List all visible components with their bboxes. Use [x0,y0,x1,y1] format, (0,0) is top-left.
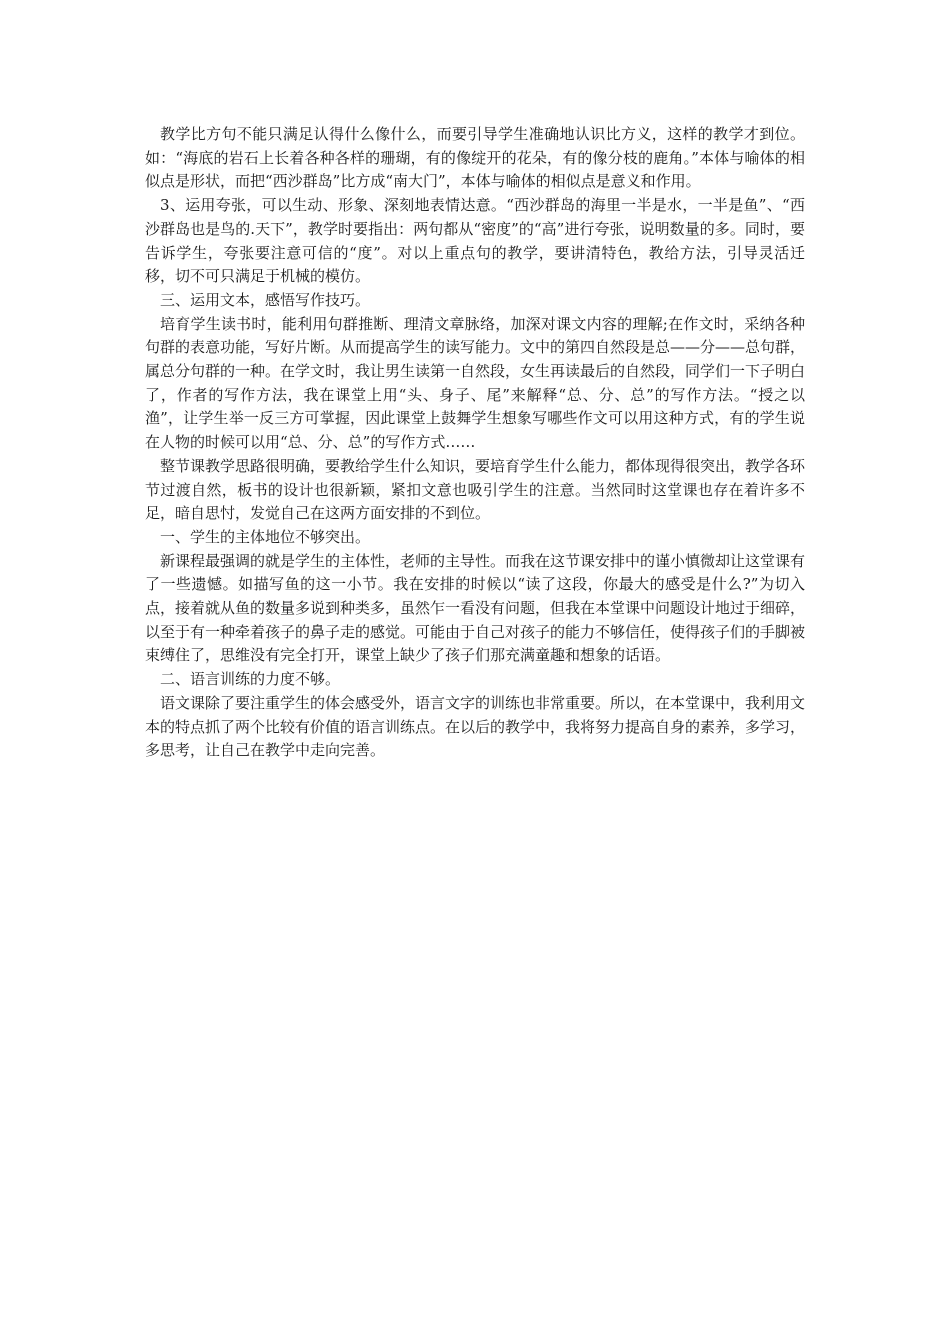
paragraph-hyperbole: 3、运用夸张，可以生动、形象、深刻地表情达意。“西沙群岛的海里一半是水，一半是鱼”、“西沙群岛也是鸟的.天下”，教学时要指出：两句都从“密度”的“高”进行夸张，说明数量的多。同时，要告诉学生，夸张要注意可信的“度”。对以上重点句的教学，要讲清特色，教给方法，引导灵活迁移，切不可只满足于机械的模仿。 [145,196,805,286]
paragraph-metaphor-teaching: 教学比方句不能只满足认得什么像什么，而要引导学生准确地认识比方义，这样的教学才到位。如：“海底的岩石上长着各种各样的珊瑚，有的像绽开的花朵，有的像分枝的鹿角。”本体与喻体的相似点是形状，而把“西沙群岛”比方成“南大门”，本体与喻体的相似点是意义和作用。 [145,125,805,191]
paragraph-language-training: 语文课除了要注重学生的体会感受外，语言文字的训练也非常重要。所以，在本堂课中，我利用文本的特点抓了两个比较有价值的语言训练点。在以后的教学中，我将努力提高自身的素养，多学习，多思考，让自己在教学中走向完善。 [145,693,806,760]
document-body [145,123,805,763]
section-heading-student-role: 一、学生的主体地位不够突出。 [160,527,371,546]
paragraph-sentence-groups: 培育学生读书时，能利用句群推断、理清文章脉络，加深对课文内容的理解;在作文时，采纳各种句群的表意功能，写好片断。从而提高学生的读写能力。文中的第四自然段是总——分——总句群，属总分句群的一种。在学文时，我让男生读第一自然段，女生再读最后的自然段，同学们一下子明白了，作者的写作方法，我在课堂上用“头、身子、尾”来解释“总、分、总”的写作方法。“授之以渔”，让学生举一反三方可掌握，因此课堂上鼓舞学生想象写哪些作文可以用这种方式，有的学生说在人物的时候可以用“总、分、总”的写作方式…… [145,314,806,452]
paragraph-student-role: 新课程最强调的就是学生的主体性，老师的主导性。而我在这节课安排中的谨小慎微却让这堂课有了一些遗憾。如描写鱼的这一小节。我在安排的时候以“读了这段，你最大的感受是什么?”为切入点，接着就从鱼的数量多说到种类多，虽然乍一看没有问题，但我在本堂课中问题设计地过于细碎，以至于有一种牵着孩子的鼻子走的感觉。可能由于自己对孩子的能力不够信任，使得孩子们的手脚被束缚住了，思维没有完全打开，课堂上缺少了孩子们那充满童趣和想象的话语。 [145,551,806,665]
section-heading-writing-skills: 三、运用文本，感悟写作技巧。 [160,290,371,309]
section-heading-language-training: 二、语言训练的力度不够。 [160,670,341,689]
paragraph-lesson-summary: 整节课教学思路很明确，要教给学生什么知识，要培育学生什么能力，都体现得很突出，教学各环节过渡自然，板书的设计也很新颖，紧扣文意也吸引学生的注意。当然同时这堂课也存在着许多不足，暗自思忖，发觉自己在这两方面安排的不到位。 [145,456,806,523]
